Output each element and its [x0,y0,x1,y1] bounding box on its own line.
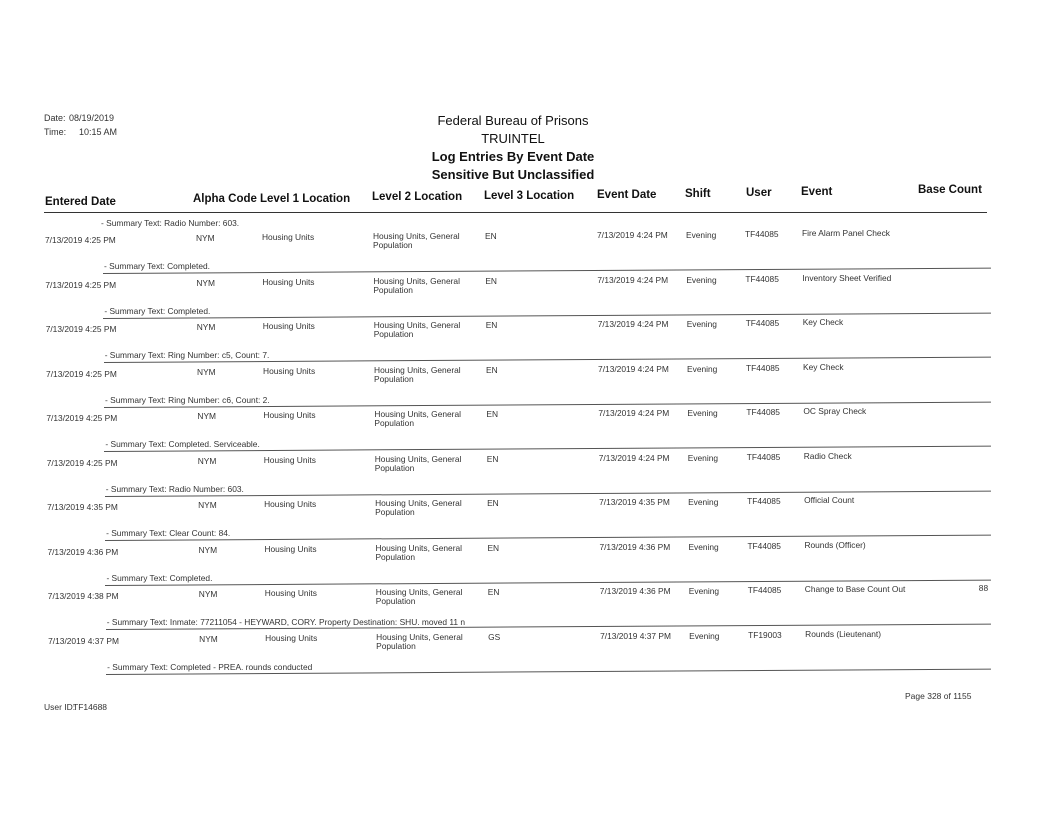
level3-cell: GS [488,631,501,642]
date-label: Date: [44,113,66,123]
row-divider [103,312,991,318]
user-cell: TF44085 [746,362,780,373]
level3-cell: EN [486,453,499,464]
event-date-cell: 7/13/2019 4:24 PM [597,230,668,240]
event-date-cell: 7/13/2019 4:24 PM [597,319,669,329]
level3-cell: EN [487,542,500,553]
alpha-code-cell: NYM [197,455,217,466]
col-alpha-code: Alpha Code [193,193,257,205]
level1-cell: Housing Units [263,410,316,420]
time-value: 10:15 AM [79,127,118,137]
level1-cell: Housing Units [263,454,316,465]
col-base-count: Base Count [918,184,982,196]
summary-text: - Summary Text: Inmate: 77211054 - HEYWARD, CORY. Property Destination: SHU. moved 11 n [106,617,466,627]
alpha-code-cell: NYM [196,322,216,332]
level3-cell: EN [485,275,497,286]
event-cell: OC Spray Check [803,406,867,416]
entered-date-cell: 7/13/2019 4:37 PM [48,635,119,646]
shift-cell: Evening [687,452,719,463]
level1-cell: Housing Units [264,499,317,509]
event-cell: Key Check [802,317,844,327]
level2-cell: Housing Units, General Population [374,364,461,384]
user-cell: TF44085 [746,407,780,417]
user-cell: TF44085 [745,273,779,284]
col-shift: Shift [685,188,711,200]
summary-text: - Summary Text: Radio Number: 603. [105,483,244,494]
level3-cell: EN [487,498,499,508]
level2-cell: Housing Units, General Population [373,320,461,339]
user-cell: TF44085 [747,540,781,551]
event-date-cell: 7/13/2019 4:36 PM [599,586,671,596]
user-cell: TF44085 [746,451,781,462]
entered-date-cell: 7/13/2019 4:36 PM [47,546,119,557]
level3-cell: EN [486,409,499,419]
event-date-cell: 7/13/2019 4:24 PM [598,452,670,463]
user-id-label: User ID: [44,702,76,712]
level3-cell: EN [485,231,497,241]
user-cell: TF44085 [747,496,781,506]
report-title: Log Entries By Event Date [431,149,595,164]
level1-cell: Housing Units [263,365,316,376]
alpha-code-cell: NYM [198,500,217,510]
level2-cell: Housing Units, General Population [373,231,460,250]
level2-cell: Housing Units, General Population [376,631,463,651]
level2-cell: Housing Units, General Population [374,453,462,473]
entered-date-cell: 7/13/2019 4:25 PM [45,324,117,334]
level3-cell: EN [487,587,500,597]
summary-text: - Summary Text: Radio Number: 603. [101,218,240,228]
base-count-cell: 88 [978,583,989,593]
level2-cell: Housing Units, General Population [375,587,463,606]
event-cell: Official Count [804,495,855,505]
level1-cell: Housing Units [265,632,318,643]
summary-text: - Summary Text: Ring Number: c5, Count: 7. [104,350,270,360]
col-entered-date: Entered Date [45,196,116,208]
level2-cell: Housing Units, General Population [373,275,460,295]
summary-text: - Summary Text: Ring Number: c6, Count: 2. [105,394,270,405]
summary-text: - Summary Text: Clear Count: 84. [106,528,231,538]
level2-cell: Housing Units, General Population [374,409,461,428]
summary-text: - Summary Text: Completed. [104,261,210,271]
event-date-cell: 7/13/2019 4:37 PM [600,630,671,641]
alpha-code-cell: NYM [197,411,217,421]
alpha-code-cell: NYM [197,366,216,377]
shift-cell: Evening [686,319,717,329]
page-number: Page 328 of 1155 [905,691,972,701]
time-label: Time: [44,127,67,137]
alpha-code-cell: NYM [199,633,218,644]
shift-cell: Evening [688,497,719,507]
col-user: User [746,187,772,199]
col-event: Event [801,186,833,198]
event-cell: Change to Base Count Out [804,584,906,594]
entered-date-cell: 7/13/2019 4:25 PM [46,413,118,423]
level3-cell: EN [485,320,498,330]
level1-cell: Housing Units [264,543,317,554]
entered-date-cell: 7/13/2019 4:35 PM [47,502,118,512]
shift-cell: Evening [688,541,719,552]
shift-cell: Evening [688,586,720,596]
header-rule [44,212,987,213]
col-level3: Level 3 Location [484,190,575,202]
event-date-cell: 7/13/2019 4:24 PM [598,408,670,418]
alpha-code-cell: NYM [198,589,218,599]
event-cell: Fire Alarm Panel Check [802,228,890,238]
level1-cell: Housing Units [262,321,315,331]
user-id-value: TF14688 [73,702,108,712]
date-value: 08/19/2019 [69,113,115,123]
entered-date-cell: 7/13/2019 4:25 PM [46,368,117,379]
summary-text: - Summary Text: Completed. [104,305,211,316]
entered-date-cell: 7/13/2019 4:25 PM [45,235,116,245]
summary-text: - Summary Text: Completed. Serviceable. [105,439,260,449]
alpha-code-cell: NYM [196,233,215,243]
summary-text: - Summary Text: Completed - PREA. rounds conducted [107,661,313,672]
col-level1: Level 1 Location [260,193,351,205]
entered-date-cell: 7/13/2019 4:25 PM [45,279,117,290]
level3-cell: EN [486,364,498,375]
level2-cell: Housing Units, General Population [375,542,463,562]
entered-date-cell: 7/13/2019 4:25 PM [46,457,118,468]
user-cell: TF19003 [748,629,782,640]
alpha-code-cell: NYM [198,544,218,555]
shift-cell: Evening [687,363,718,374]
shift-cell: Evening [687,408,718,418]
event-date-cell: 7/13/2019 4:36 PM [599,541,671,552]
shift-cell: Evening [689,630,720,641]
col-level2: Level 2 Location [372,191,463,203]
summary-text: - Summary Text: Completed. [106,572,213,583]
level1-cell: Housing Units [262,276,315,287]
col-event-date: Event Date [597,189,657,201]
event-cell: Rounds (Lieutenant) [805,628,882,639]
event-cell: Radio Check [803,450,852,461]
event-cell: Rounds (Officer) [804,539,866,550]
event-cell: Key Check [803,361,844,372]
shift-cell: Evening [686,274,717,285]
event-cell: Inventory Sheet Verified [802,272,892,283]
event-date-cell: 7/13/2019 4:24 PM [598,363,669,374]
system-title: TRUINTEL [481,131,545,146]
event-date-cell: 7/13/2019 4:24 PM [597,274,669,285]
shift-cell: Evening [686,230,717,240]
alpha-code-cell: NYM [196,277,215,288]
user-cell: TF44085 [745,229,779,239]
event-date-cell: 7/13/2019 4:35 PM [599,497,670,507]
level1-cell: Housing Units [264,588,317,598]
entered-date-cell: 7/13/2019 4:38 PM [47,591,119,601]
user-cell: TF44085 [745,318,780,328]
user-cell: TF44085 [747,585,782,595]
level2-cell: Housing Units, General Population [375,498,462,517]
classification-title: Sensitive But Unclassified [431,167,595,182]
level1-cell: Housing Units [262,232,315,242]
org-title: Federal Bureau of Prisons [437,113,589,128]
